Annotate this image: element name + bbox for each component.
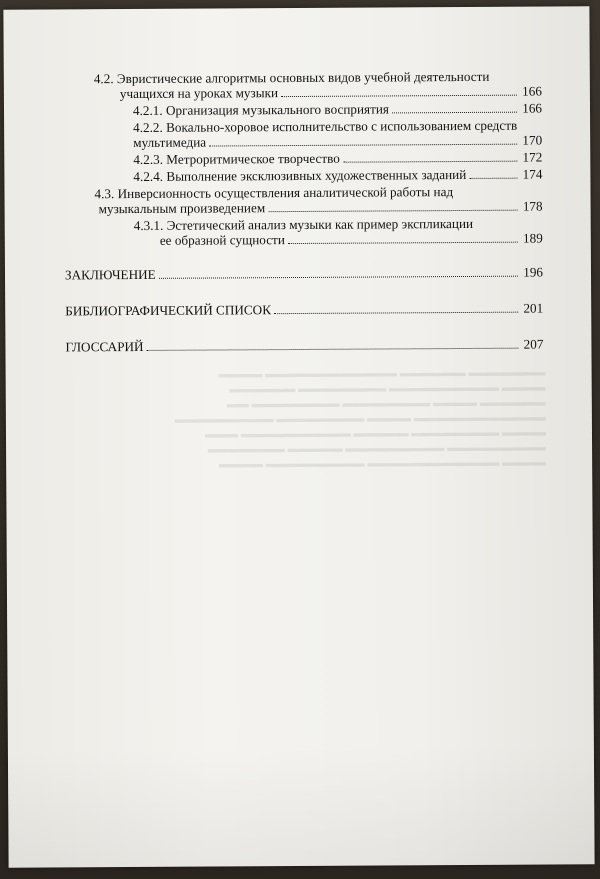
dot-leader	[159, 276, 518, 279]
toc-entry-glossary	[65, 337, 543, 355]
toc-entry-title-continued: ее образной сущности	[159, 232, 285, 248]
toc-entry-4-2-4	[133, 167, 542, 184]
dot-leader	[392, 112, 517, 114]
page-number: 207	[523, 336, 544, 352]
toc-entry-title: 4.2.1. Организация музыкального восприятия	[132, 101, 390, 119]
page-number: 170	[522, 132, 543, 148]
toc-entry-title-continued: музыкальным произведением	[98, 200, 266, 217]
dot-leader	[288, 242, 518, 244]
toc-entry-title: БИБЛИОГРАФИЧЕСКИЙ СПИСОК	[65, 302, 272, 319]
dot-leader	[274, 312, 518, 314]
toc-entry-title-continued: учащихся на уроках музыки	[119, 85, 279, 102]
bleed-through-text: ▬▬▬▬▬▬▬ ▬▬▬▬▬▬ ▬▬▬▬▬▬▬▬▬▬▬▬ ▬▬▬▬ ▬▬▬▬ ▬▬▬▬▬▬▬▬▬▬ ▬▬▬▬▬▬▬▬ ▬▬▬▬▬▬ ▬▬▬▬▬▬ ▬▬▬▬ ▬▬▬▬▬▬▬▬ ▬▬▬▬▬▬▬▬ ▬▬ ▬▬▬▬▬▬▬▬▬▬▬▬ ▬▬▬▬ ▬▬▬▬▬▬▬▬ ▬▬▬▬▬▬▬▬▬ ▬▬▬▬ ▬▬▬▬▬▬▬▬ ▬▬▬▬▬ ▬▬▬▬▬▬▬▬▬▬ ▬▬▬ ▬▬▬▬▬▬▬▬▬ ▬▬▬▬▬▬▬▬▬ ▬▬▬▬▬ ▬▬▬▬▬▬▬ ▬▬▬▬ ▬▬▬▬▬▬▬▬▬▬▬▬ ▬▬▬▬▬▬▬▬▬ ▬▬▬▬	[174, 366, 547, 471]
toc-entry-title-continued: мультимедиа	[133, 134, 207, 151]
dot-leader	[343, 161, 517, 163]
toc-entry-4-2	[94, 69, 542, 102]
dot-leader	[469, 178, 517, 179]
dot-leader	[147, 348, 519, 351]
page-number: 166	[522, 83, 542, 99]
dot-leader	[268, 210, 517, 213]
toc-entry-bibliography	[65, 301, 543, 319]
toc-entry-4-3	[94, 184, 542, 217]
toc-entry-4-3-1	[134, 216, 543, 248]
page-number: 201	[523, 300, 544, 316]
toc-entry-title: 4.2. Эвристические алгоритмы основных видов учебной деятельности	[93, 68, 490, 87]
table-of-contents	[64, 69, 544, 355]
page-number: 166	[522, 100, 543, 116]
dot-leader	[209, 144, 517, 147]
toc-entry-title: ЗАКЛЮЧЕНИЕ	[64, 266, 156, 283]
toc-entry-4-2-2	[133, 118, 542, 150]
toc-entry-title: 4.2.3. Метроритмическое творчество	[133, 150, 340, 168]
toc-entry-title: ГЛОССАРИЙ	[65, 338, 144, 355]
toc-entry-4-2-1	[133, 101, 542, 118]
toc-entry-title: 4.2.4. Выполнение эксклюзивных художественных заданий	[133, 166, 467, 185]
page-number: 174	[522, 166, 543, 182]
page-number: 178	[522, 198, 543, 214]
page-number: 196	[523, 264, 544, 280]
toc-entry-title: 4.2.2. Вокально-хоровое исполнительство с использованием средств	[133, 117, 518, 136]
page-number: 189	[522, 230, 543, 246]
toc-entry-title: 4.3.1. Эстетический анализ музыки как пример экспликации	[133, 215, 474, 234]
toc-entry-conclusion	[65, 265, 543, 283]
document-page	[3, 6, 594, 868]
toc-entry-4-2-3	[133, 150, 542, 167]
dot-leader	[281, 95, 517, 97]
toc-entry-title: 4.3. Инверсионность осуществления аналитической работы над	[94, 184, 454, 202]
page-number: 172	[522, 149, 543, 165]
